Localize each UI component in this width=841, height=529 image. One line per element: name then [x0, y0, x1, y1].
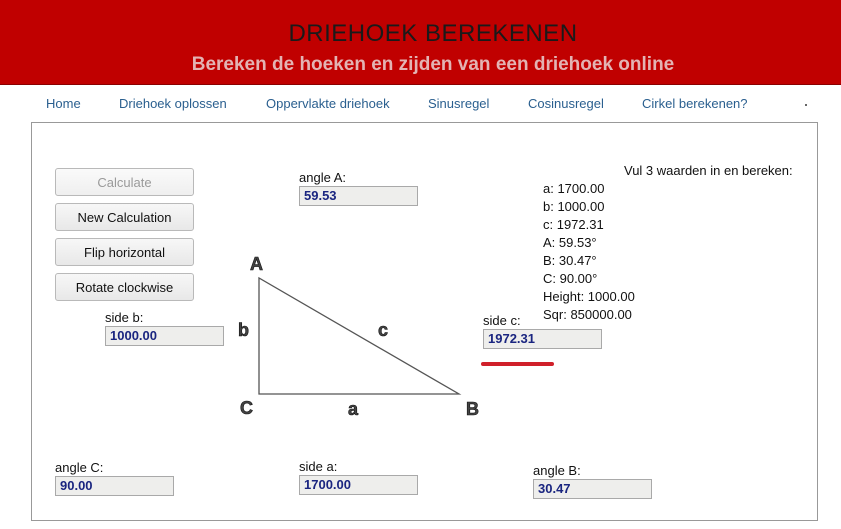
- nav-home[interactable]: Home: [46, 96, 81, 111]
- angle-b-input[interactable]: 30.47: [533, 479, 652, 499]
- nav-driehoek-oplossen[interactable]: Driehoek oplossen: [119, 96, 227, 111]
- calculate-button[interactable]: Calculate: [55, 168, 194, 196]
- side-a-label: side a:: [299, 459, 338, 474]
- side-b-input[interactable]: 1000.00: [105, 326, 224, 346]
- result-sqr: Sqr: 850000.00: [543, 307, 632, 322]
- nav-cosinusregel[interactable]: Cosinusregel: [528, 96, 604, 111]
- side-b-diagram-label: b: [238, 320, 249, 340]
- angle-b-label: angle B:: [533, 463, 581, 478]
- nav-oppervlakte-driehoek[interactable]: Oppervlakte driehoek: [266, 96, 390, 111]
- vertex-c-label: C: [240, 398, 253, 418]
- side-b-label: side b:: [105, 310, 144, 325]
- result-angle-c: C: 90.00°: [543, 271, 598, 286]
- angle-a-label: angle A:: [299, 170, 346, 185]
- side-a-diagram-label: a: [348, 399, 359, 419]
- new-calculation-button[interactable]: New Calculation: [55, 203, 194, 231]
- result-side-a: a: 1700.00: [543, 181, 605, 196]
- side-c-label: side c:: [483, 313, 521, 328]
- result-height: Height: 1000.00: [543, 289, 635, 304]
- angle-c-label: angle C:: [55, 460, 104, 475]
- result-angle-a: A: 59.53°: [543, 235, 597, 250]
- nav-sinusregel[interactable]: Sinusregel: [428, 96, 490, 111]
- angle-c-input[interactable]: 90.00: [55, 476, 174, 496]
- instructions-text: Vul 3 waarden in en bereken:: [624, 163, 793, 178]
- side-c-diagram-label: c: [378, 320, 389, 340]
- result-angle-b: B: 30.47°: [543, 253, 597, 268]
- site-title: DRIEHOEK BEREKENEN: [288, 20, 578, 47]
- side-c-input[interactable]: 1972.31: [483, 329, 602, 349]
- vertex-b-label: B: [466, 399, 479, 419]
- results-list: [543, 180, 635, 324]
- angle-a-input[interactable]: 59.53: [299, 186, 418, 206]
- nav-cirkel-berekenen[interactable]: Cirkel berekenen?: [642, 96, 748, 111]
- result-side-b: b: 1000.00: [543, 199, 605, 214]
- triangle-shape: [259, 278, 459, 394]
- result-side-c: c: 1972.31: [543, 217, 604, 232]
- flip-horizontal-button[interactable]: Flip horizontal: [55, 238, 194, 266]
- site-subtitle: Bereken de hoeken en zijden van een driehoek online: [191, 54, 675, 75]
- rotate-clockwise-button[interactable]: Rotate clockwise: [55, 273, 194, 301]
- side-a-input[interactable]: 1700.00: [299, 475, 418, 495]
- vertex-a-label: A: [250, 254, 263, 274]
